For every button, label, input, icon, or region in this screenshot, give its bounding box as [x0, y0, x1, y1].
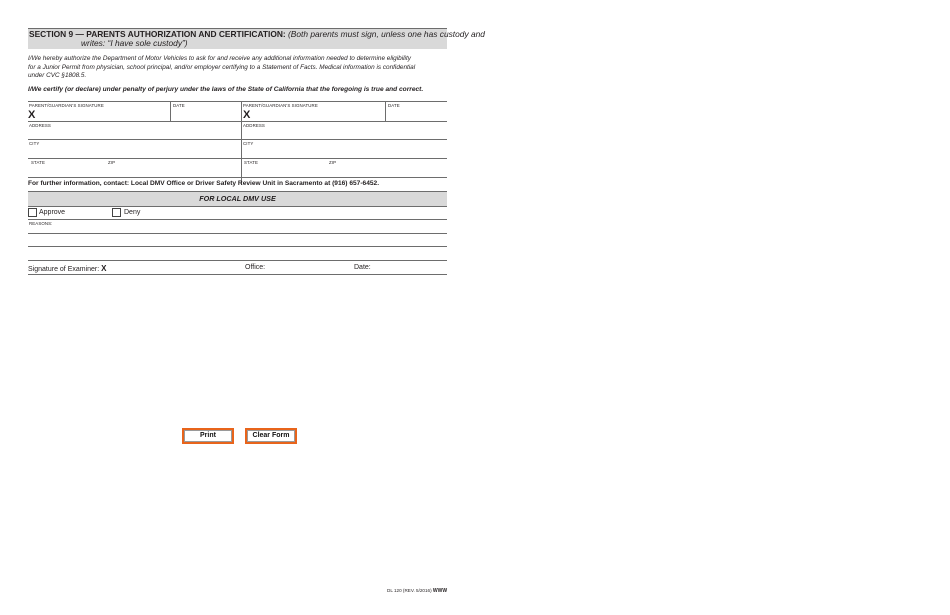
approve-checkbox[interactable]: [28, 208, 37, 217]
parent-2-city-label: CITY: [243, 141, 254, 146]
dmv-use-header: FOR LOCAL DMV USE: [28, 191, 447, 207]
parent-2-zip-field[interactable]: [327, 165, 446, 176]
grid-bottom-rule: [28, 177, 447, 178]
contact-info: For further information, contact: Local DMV Office or Driver Safety Review Unit in Sacramento at (916) 657-6452.: [28, 180, 380, 187]
examiner-signature-mark: X: [101, 264, 107, 273]
parent-2-city-field[interactable]: [242, 146, 446, 157]
authorization-line-2: for a Junior Permit from physician, school principal, and/or employer certifying to a Statement of Facts. Medical information is confidential: [28, 63, 416, 71]
examiner-date-field[interactable]: Date:: [354, 264, 371, 271]
form-footer: [387, 588, 447, 594]
reasons-line: [28, 260, 447, 261]
section-header: [28, 28, 485, 49]
reasons-field[interactable]: [28, 226, 447, 260]
clear-form-button[interactable]: Clear Form: [245, 428, 297, 444]
parent-1-address-field[interactable]: [28, 128, 240, 139]
parent-2-address-field[interactable]: [242, 128, 446, 139]
authorization-line-3: under CVC §1808.5.: [28, 72, 87, 80]
section-title: SECTION 9 — PARENTS AUTHORIZATION AND CERTIFICATION:: [29, 29, 286, 39]
parent-2-address-label: ADDRESS: [243, 123, 265, 128]
parent-2-signature-field[interactable]: X: [243, 109, 251, 121]
deny-label: Deny: [124, 209, 141, 216]
approve-label: Approve: [39, 209, 66, 216]
parent-1-state-label: STATE: [31, 160, 45, 165]
parent-1-signature-label: PARENT/GUARDIAN'S SIGNATURE: [29, 103, 104, 108]
parent-1-signature-field[interactable]: X: [28, 109, 36, 121]
reasons-line: [28, 246, 447, 247]
certification-text: I/We certify (or declare) under penalty of perjury under the laws of the State of California that the foregoing is true and correct.: [28, 86, 424, 93]
parent-2-zip-label: ZIP: [329, 160, 337, 165]
section-note-2: writes: “I have sole custody”): [81, 38, 188, 48]
dmv-rule: [28, 219, 447, 220]
grid-rule: [28, 139, 447, 140]
examiner-signature-field[interactable]: [28, 264, 107, 273]
authorization-line-1: I/We hereby authorize the Department of Motor Vehicles to ask for and receive any additional information needed to determine eligibility: [28, 55, 411, 62]
print-button[interactable]: Print: [182, 428, 234, 444]
parent-1-zip-label: ZIP: [108, 160, 116, 165]
parent-1-zip-field[interactable]: [106, 165, 240, 176]
office-field[interactable]: Office:: [245, 264, 266, 271]
parent-2-state-label: STATE: [244, 160, 258, 165]
parent-1-city-label: CITY: [29, 141, 40, 146]
reasons-line: [28, 233, 447, 234]
parent-1-state-field[interactable]: [28, 165, 104, 176]
parent-1-city-field[interactable]: [28, 146, 240, 157]
footer-mark: WWW: [432, 588, 448, 594]
parent-1-date-field[interactable]: [171, 109, 240, 120]
parent-2-signature-label: PARENT/GUARDIAN'S SIGNATURE: [243, 103, 318, 108]
parent-1-date-label: DATE: [173, 103, 185, 108]
examiner-signature-label: Signature of Examiner:: [28, 266, 100, 273]
grid-rule: [28, 121, 447, 122]
reasons-label: REASONS:: [29, 221, 53, 226]
parent-2-date-field[interactable]: [386, 109, 446, 120]
deny-checkbox[interactable]: [112, 208, 121, 217]
form-id: DL 120 (REV. 5/2016): [387, 588, 432, 593]
grid-rule: [28, 158, 447, 159]
authorization-text: [28, 55, 448, 81]
parent-2-date-label: DATE: [388, 103, 400, 108]
parent-1-address-label: ADDRESS: [29, 123, 51, 128]
dmv-bottom-rule: [28, 274, 447, 275]
parent-2-state-field[interactable]: [242, 165, 326, 176]
section-note-1: (Both parents must sign, unless one has custody and: [288, 29, 485, 39]
